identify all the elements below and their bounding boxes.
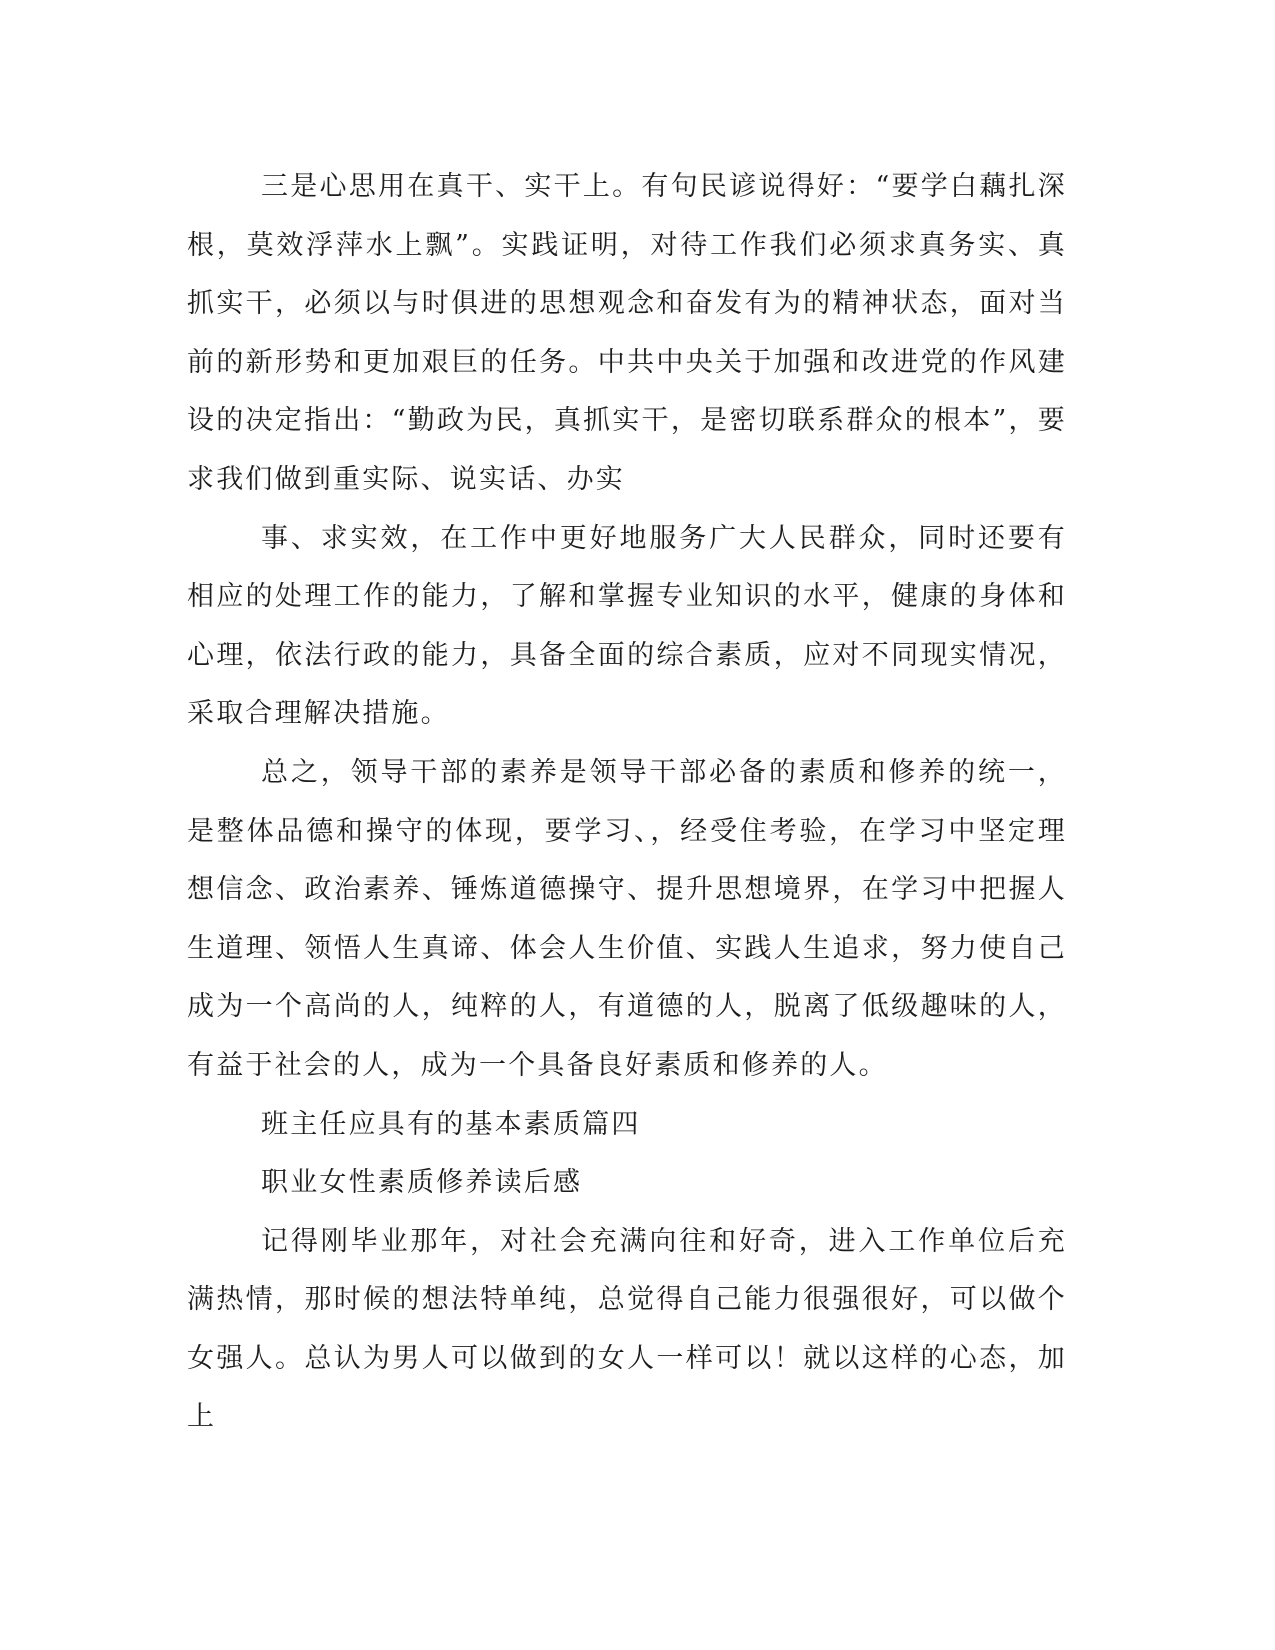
paragraph-1: 三是心思用在真干、实干上。有句民谚说得好：“要学白藕扎深根，莫效浮萍水上飘”。实践证明，对待工作我们必须求真务实、真抓实干，必须以与时俱进的思想观念和奋发有为的精神状态，面对当前的新形势和更加艰巨的任务。中共中央关于加强和改进党的作风建设的决定指出：“勤政为民，真抓实干，是密切联系群众的根本”，要求我们做到重实际、说实话、办实 — [187, 171, 1067, 495]
paragraph-2: 事、求实效，在工作中更好地服务广大人民群众，同时还要有相应的处理工作的能力，了解和掌握专业知识的水平，健康的身体和心理，依法行政的能力，具备全面的综合素质，应对不同现实情况，采取合理解决措施。 — [187, 522, 1067, 730]
paragraph-3: 总之，领导干部的素养是领导干部必备的素质和修养的统一，是整体品德和操守的体现，要学习、，经受住考验，在学习中坚定理想信念、政治素养、锤炼道德操守、提升思想境界，在学习中把握人生道理、领悟人生真谛、体会人生价值、实践人生追求，努力使自己成为一个高尚的人，纯粹的人，有道德的人，脱离了低级趣味的人，有益于社会的人，成为一个具备良好素质和修养的人。 — [187, 756, 1067, 1081]
article-title: 职业女性素质修养读后感 — [261, 1167, 583, 1199]
document-body — [187, 158, 1067, 1447]
paragraph-4: 记得刚毕业那年，对社会充满向往和好奇，进入工作单位后充满热情，那时候的想法特单纯，总觉得自己能力很强很好，可以做个女强人。总认为男人可以做到的女人一样可以！就以这样的心态，加上 — [187, 1225, 1067, 1433]
section-heading: 班主任应具有的基本素质篇四 — [261, 1108, 641, 1140]
